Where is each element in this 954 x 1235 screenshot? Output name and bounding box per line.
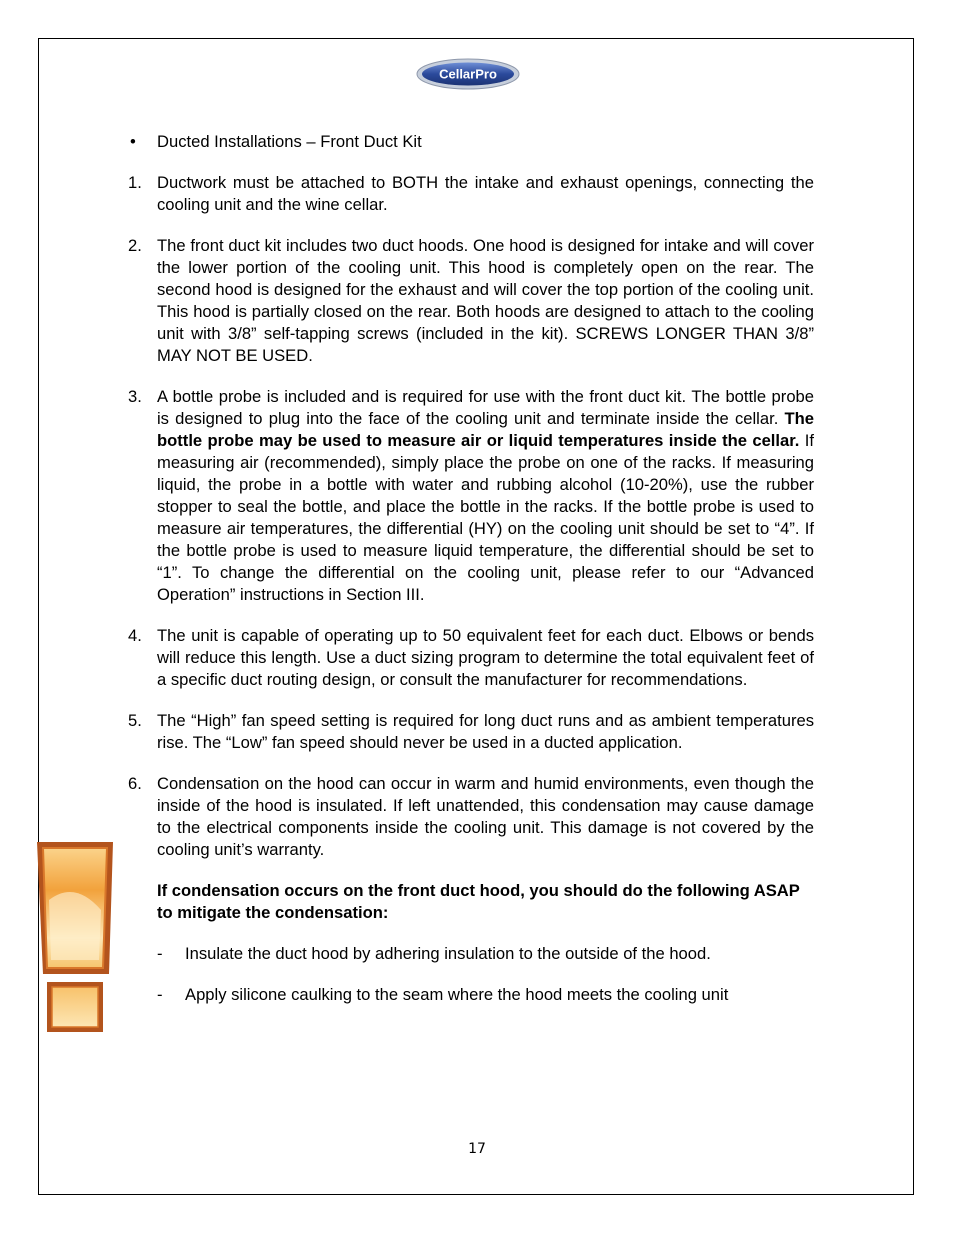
item-text: The “High” fan speed setting is required for long duct runs and as ambient temperatures rise. The “Low” fan speed should never be used in a ducted application. xyxy=(157,711,814,752)
item-number: 1. xyxy=(128,173,142,192)
section-heading xyxy=(128,131,814,153)
item-text: Condensation on the hood can occur in warm and humid environments, even though the inside of the hood is insulated. If left unattended, this condensation may cause damage to the electrical components inside the cooling unit. This damage is not covered by the cooling unit’s warranty. xyxy=(157,774,814,859)
item-text xyxy=(157,386,814,606)
list-item xyxy=(128,773,814,861)
sub-item-text: Insulate the duct hood by adhering insulation to the outside of the hood. xyxy=(185,944,711,963)
sub-list-item xyxy=(128,984,814,1006)
list-item xyxy=(128,386,814,606)
item-text-intro: A bottle probe is included and is required for use with the front duct kit. The bottle probe is designed to plug into the face of the cooling unit and terminate inside the cellar. xyxy=(157,387,814,428)
item-text-detail: If measuring air (recommended), simply place the probe on one of the racks. If measuring liquid, the probe in a bottle with water and rubbing alcohol (10-20%), use the rubber stopper to seal the bottle, and place the bottle in the racks. If the bottle probe is used to measure air temperatures, the differential (HY) on the cooling unit should be set to “4”. If the bottle probe is used to measure liquid temperature, the differential should be set to “1”. To change the differential on the cooling unit, please refer to our “Advanced Operation” instructions in Section III. xyxy=(157,431,814,604)
item-text: The unit is capable of operating up to 50 equivalent feet for each duct. Elbows or bends will reduce this length. Use a duct sizing program to determine the total equivalent feet of a specific duct routing design, or consult the manufacturer for recommendations. xyxy=(157,626,814,689)
dash-marker: - xyxy=(157,985,163,1004)
main-content xyxy=(128,131,814,1006)
item-number: 3. xyxy=(128,387,142,406)
sub-item-text: Apply silicone caulking to the seam where the hood meets the cooling unit xyxy=(185,985,729,1004)
list-item xyxy=(128,235,814,367)
rocker-switch-icon xyxy=(35,840,115,1040)
sub-list-item xyxy=(128,943,814,965)
item-number: 6. xyxy=(128,774,142,793)
item-number: 5. xyxy=(128,711,142,730)
dash-marker: - xyxy=(157,944,163,963)
item-text-emphasis: The bottle probe may be used to measure air or liquid temperatures inside the cellar. xyxy=(157,409,814,450)
page-number: 17 xyxy=(468,1141,486,1157)
warning-paragraph xyxy=(128,880,814,924)
list-item xyxy=(128,710,814,754)
item-number: 2. xyxy=(128,236,142,255)
list-item xyxy=(128,625,814,691)
section-heading-text: Ducted Installations – Front Duct Kit xyxy=(157,132,422,151)
item-text: The front duct kit includes two duct hoods. One hood is designed for intake and will cover the lower portion of the cooling unit. This hood is completely open on the rear. The second hood is designed for the exhaust and will cover the top portion of the cooling unit. This hood is partially closed on the rear. Both hoods are designed to attach to the cooling unit with 3/8” self-tapping screws (included in the kit). SCREWS LONGER THAN 3/8” MAY NOT BE USED. xyxy=(157,236,814,365)
warning-text: If condensation occurs on the front duct hood, you should do the following ASAP to mitigate the condensation: xyxy=(157,881,800,922)
item-number: 4. xyxy=(128,626,142,645)
logo-text: CellarPro xyxy=(439,66,497,82)
bullet-icon: • xyxy=(130,132,136,151)
item-text: Ductwork must be attached to BOTH the intake and exhaust openings, connecting the cooling unit and the wine cellar. xyxy=(157,173,814,214)
cellarpro-logo xyxy=(416,58,520,90)
list-item xyxy=(128,172,814,216)
